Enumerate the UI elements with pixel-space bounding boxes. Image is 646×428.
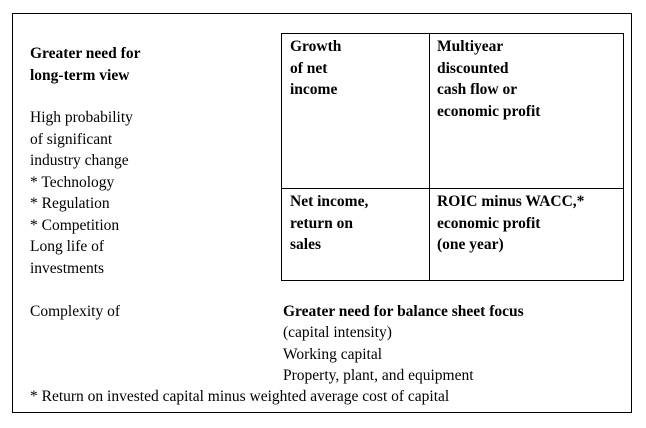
- matrix-cell-line: Multiyear: [437, 38, 504, 55]
- balance-sheet-item: Property, plant, and equipment: [283, 367, 474, 384]
- complexity-label: Complexity of: [30, 303, 120, 320]
- matrix-cell-bottom-right: [437, 191, 584, 256]
- matrix-cell-line: ROIC minus WACC,*: [437, 193, 585, 210]
- matrix-horizontal-divider: [282, 188, 623, 189]
- footnote: * Return on invested capital minus weighted average cost of capital: [30, 388, 450, 405]
- matrix-vertical-divider: [429, 34, 430, 280]
- matrix-cell-line: cash flow or: [437, 81, 518, 98]
- industry-change-item: * Regulation: [30, 195, 110, 212]
- industry-change-item: investments: [30, 259, 105, 277]
- industry-change-item: of significant: [30, 130, 113, 148]
- balance-sheet-item: Working capital: [283, 345, 383, 363]
- matrix-cell-line: Net income,: [290, 193, 369, 210]
- matrix-cell-line: of net: [290, 59, 328, 77]
- matrix-cell-line: economic profit: [437, 214, 541, 232]
- metric-matrix: [281, 33, 624, 281]
- matrix-cell-line: discounted: [437, 59, 509, 77]
- matrix-cell-line: economic profit: [437, 102, 541, 120]
- balance-sheet-list: [283, 322, 474, 387]
- industry-change-item: * Technology: [30, 173, 115, 191]
- industry-change-item: Long life of: [30, 238, 105, 255]
- matrix-cell-line: return on: [290, 214, 354, 232]
- balance-sheet-item: (capital intensity): [283, 324, 392, 341]
- matrix-cell-top-left: [290, 36, 341, 101]
- long-term-heading: [30, 43, 140, 86]
- matrix-cell-line: income: [290, 81, 338, 98]
- industry-change-item: High probability: [30, 109, 133, 126]
- industry-change-item: industry change: [30, 152, 129, 169]
- industry-change-item: * Competition: [30, 216, 120, 234]
- balance-sheet-heading: Greater need for balance sheet focus: [283, 303, 524, 320]
- industry-change-list: [30, 107, 133, 279]
- matrix-cell-line: (one year): [437, 236, 504, 253]
- matrix-cell-bottom-left: [290, 191, 368, 256]
- matrix-cell-top-right: [437, 36, 540, 122]
- long-term-heading-line: Greater need for: [30, 45, 141, 62]
- long-term-heading-line: long-term view: [30, 66, 130, 84]
- matrix-cell-line: Growth: [290, 38, 342, 55]
- matrix-cell-line: sales: [290, 236, 321, 253]
